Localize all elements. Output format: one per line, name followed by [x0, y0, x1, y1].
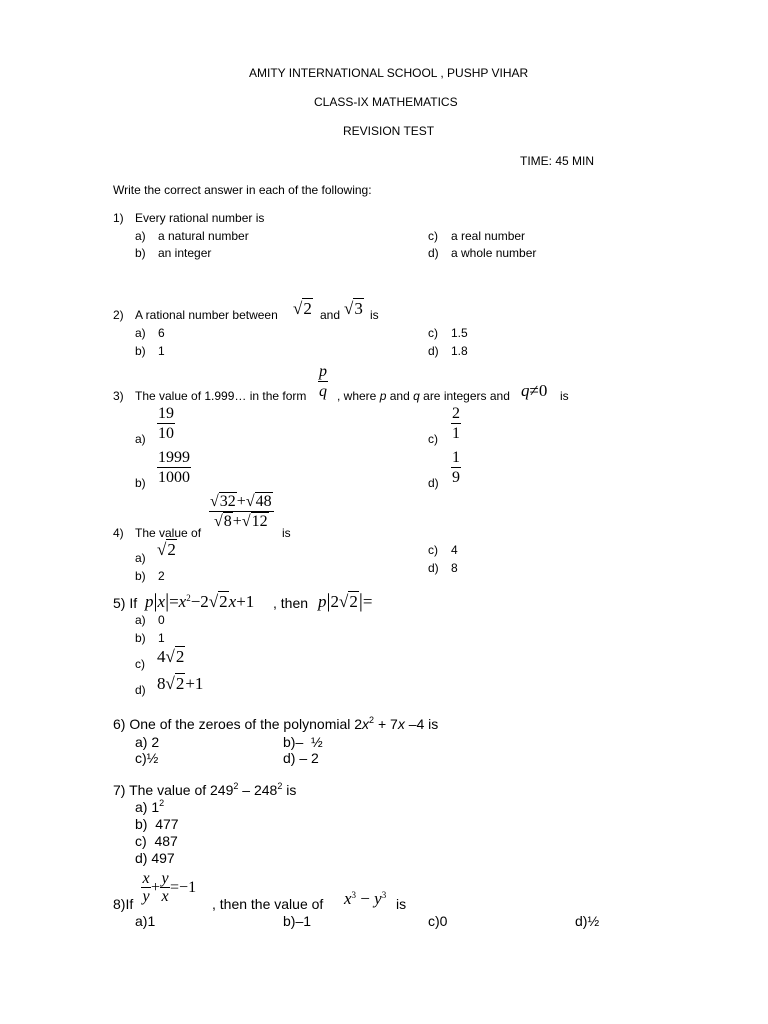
test-title: REVISION TEST	[343, 124, 435, 138]
option-label: a)	[135, 432, 146, 446]
question-text: is	[370, 308, 379, 322]
evaluate-expression: p|2√2|=	[318, 590, 373, 612]
question-text: 7) The value of $249^2 - 248^2$ is	[113, 781, 297, 798]
sqrt-expression: √2	[293, 299, 312, 318]
option-label: b)	[135, 344, 146, 358]
option-label: d)	[428, 344, 439, 358]
option-fraction: 1 9	[452, 449, 460, 486]
option-label: d)	[428, 246, 439, 260]
option-fraction: 19 10	[158, 405, 174, 442]
condition-equation: x y + y x =−1	[142, 870, 197, 905]
question-text: is	[282, 526, 291, 540]
question-text: The value of	[135, 526, 202, 540]
option-label: d)	[428, 476, 439, 490]
option-text: a natural number	[158, 229, 249, 243]
option-label: c)	[135, 657, 145, 671]
option: b) 477	[135, 816, 179, 832]
option-text: 2	[158, 569, 165, 583]
question-text: Every rational number is	[135, 211, 265, 225]
option: a) $1^2$	[135, 798, 165, 815]
option-sqrt: √2	[157, 540, 176, 559]
radical-fraction: √32+√48 √8+√12	[210, 493, 272, 530]
question-text: , where p and q are integers and	[337, 389, 510, 403]
option-label: a)	[135, 326, 146, 340]
option: b)– ½	[283, 734, 323, 750]
question-text: , then	[273, 595, 309, 611]
time-limit: TIME: 45 MIN	[520, 154, 595, 168]
option-label: b)	[135, 631, 146, 645]
question-text: A rational number between	[135, 308, 278, 322]
question-text: 5) If	[113, 595, 138, 611]
option-label: b)	[135, 569, 146, 583]
option-text: 0	[158, 613, 165, 627]
question-number: 4)	[113, 526, 124, 540]
question-text: and	[320, 308, 341, 322]
option-label: a)	[135, 613, 146, 627]
option: c)½	[135, 750, 159, 766]
option-label: d)	[428, 561, 439, 575]
question-number: 3)	[113, 389, 124, 403]
option-fraction: 2 1	[452, 405, 460, 442]
fraction-p-over-q: p q	[319, 363, 327, 400]
question-text: is	[560, 389, 569, 403]
school-name: AMITY INTERNATIONAL SCHOOL , PUSHP VIHAR	[249, 66, 529, 80]
question-number: 8)If	[113, 896, 134, 912]
option-text: 1	[158, 631, 165, 645]
option-label: c)	[428, 543, 438, 557]
question-text: , then the value of	[212, 896, 324, 912]
option-label: d)	[135, 683, 146, 697]
option: d)½	[575, 913, 600, 929]
option-fraction: 1999 1000	[158, 449, 190, 486]
option-label: b)	[135, 476, 146, 490]
option-text: 4	[451, 543, 458, 557]
instruction: Write the correct answer in each of the following:	[113, 183, 372, 197]
option-text: a whole number	[451, 246, 537, 260]
option: b)–1	[283, 913, 312, 929]
option-text: 8	[451, 561, 458, 575]
sqrt-expression: √3	[344, 299, 363, 318]
option: c)0	[428, 913, 448, 929]
option: a)1	[135, 913, 156, 929]
option: c) 487	[135, 833, 178, 849]
option-text: 1	[158, 344, 165, 358]
question-text: is	[396, 896, 407, 912]
option-text: 1.5	[451, 326, 468, 340]
option-math: 8√2+1	[157, 674, 204, 693]
question-text: 6) One of the zeroes of the polynomial $2x^2 + 7x$ –4 is	[113, 715, 439, 732]
option-label: b)	[135, 246, 146, 260]
option: d) 497	[135, 850, 175, 866]
option-text: an integer	[158, 246, 212, 260]
option-label: c)	[428, 432, 438, 446]
option-text: a real number	[451, 229, 526, 243]
question-number: 2)	[113, 308, 124, 322]
option: a) 2	[135, 734, 160, 750]
option-math: 4√2	[157, 647, 185, 666]
option-text: 1.8	[451, 344, 468, 358]
option-label: a)	[135, 229, 146, 243]
option-label: c)	[428, 229, 438, 243]
polynomial-expression: $p|x|=x^2-2√2x+1$	[145, 590, 255, 612]
cube-expression: $x^3 - y^3$	[344, 889, 387, 908]
option: d) – 2	[283, 750, 319, 766]
option-label: a)	[135, 551, 146, 565]
question-number: 1)	[113, 211, 124, 225]
question-text: The value of 1.999… in the form	[135, 389, 307, 403]
class-subject: CLASS-IX MATHEMATICS	[314, 95, 458, 109]
option-label: c)	[428, 326, 438, 340]
condition: q≠0	[521, 381, 548, 400]
option-text: 6	[158, 326, 165, 340]
